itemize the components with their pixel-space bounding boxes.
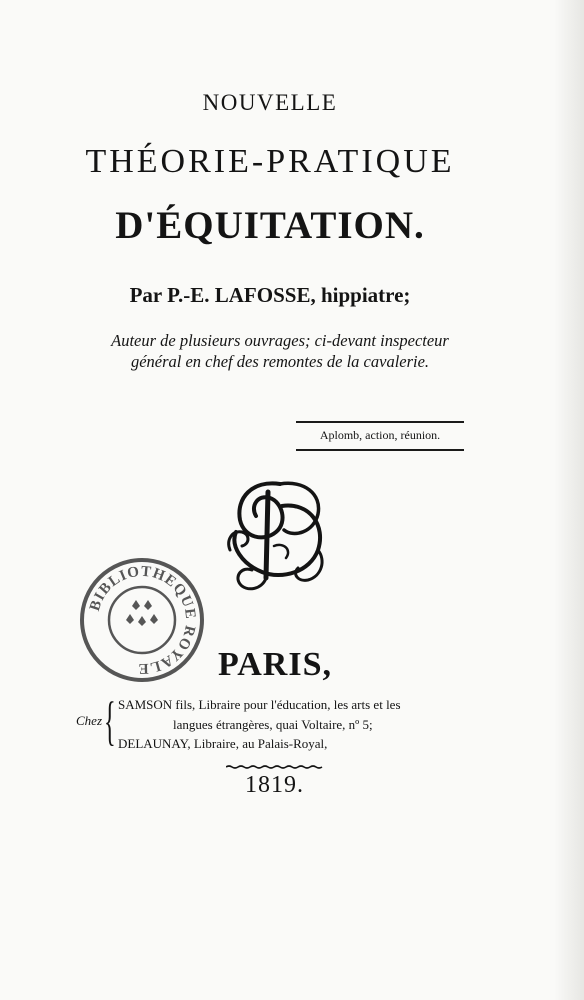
imprint-line-1: SAMSON fils, Libraire pour l'éducation, les arts et les	[118, 697, 401, 712]
title-line-3: D'ÉQUITATION.	[115, 204, 425, 247]
imprint-city: PARIS,	[218, 646, 332, 683]
title-line-2: THÉORIE-PRATIQUE	[85, 143, 455, 180]
imprint-line-2: langues étrangères, quai Voltaire, nº 5;	[173, 717, 373, 732]
author-description	[15, 330, 545, 372]
motto-block	[296, 421, 464, 451]
author-description-line-1: Auteur de plusieurs ouvrages; ci-devant inspecteur	[111, 331, 449, 350]
motto: Aplomb, action, réunion.	[319, 428, 441, 442]
monogram-ornament-icon	[222, 476, 332, 598]
brace-icon: {	[104, 691, 116, 751]
imprint-year: 1819.	[245, 772, 304, 798]
motto-rule-bottom	[296, 449, 464, 451]
imprint-chez: Chez	[76, 713, 102, 728]
author-name: Par P.-E. LAFOSSE, hippiatre;	[129, 283, 411, 307]
page-edge-shade	[554, 0, 584, 1000]
title-line-1: NOUVELLE	[202, 90, 338, 115]
ornamental-rule	[226, 765, 324, 769]
imprint-line-3: DELAUNAY, Libraire, au Palais-Royal,	[118, 736, 328, 751]
library-stamp-icon	[78, 556, 206, 684]
stamp-text: BIBLIOTHEQUE ROYALE	[87, 563, 199, 677]
author-description-line-2: général en chef des remontes de la cavalerie.	[130, 352, 430, 371]
